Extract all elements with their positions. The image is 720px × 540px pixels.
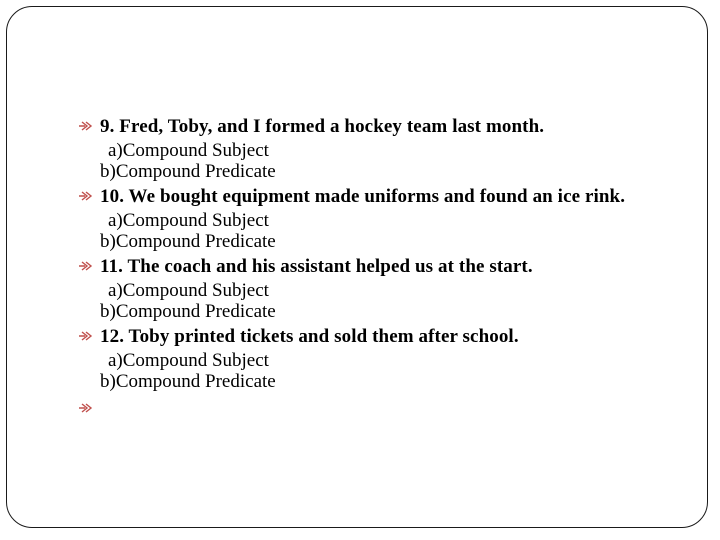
- question-text: 9. Fred, Toby, and I formed a hockey team last month.: [100, 116, 545, 137]
- question-text: 10. We bought equipment made uniforms and found an ice rink.: [100, 186, 626, 207]
- bullet-icon: [78, 119, 96, 133]
- bullet-icon: [78, 189, 96, 203]
- question-text: 12. Toby printed tickets and sold them after school.: [100, 326, 519, 347]
- question-11: [78, 256, 678, 277]
- question-text: 11. The coach and his assistant helped us at the start.: [100, 256, 533, 277]
- bullet-icon: [78, 401, 96, 415]
- question-10: [78, 186, 678, 207]
- bullet-icon: [78, 259, 96, 273]
- question-item-10: [78, 186, 678, 252]
- question-12: [78, 326, 678, 347]
- option-a: a)Compound Subject: [108, 350, 269, 371]
- option-b: b)Compound Predicate: [100, 231, 276, 252]
- question-item-11: [78, 256, 678, 322]
- question-9: [78, 116, 678, 137]
- option-a: a)Compound Subject: [108, 280, 269, 301]
- option-b: b)Compound Predicate: [100, 301, 276, 322]
- slide-content: [78, 116, 678, 420]
- option-b: b)Compound Predicate: [100, 371, 276, 392]
- bullet-icon: [78, 329, 96, 343]
- option-a: a)Compound Subject: [108, 210, 269, 231]
- empty-bullet-item: [78, 398, 678, 420]
- option-b: b)Compound Predicate: [100, 161, 276, 182]
- question-item-9: [78, 116, 678, 182]
- question-item-12: [78, 326, 678, 392]
- option-a: a)Compound Subject: [108, 140, 269, 161]
